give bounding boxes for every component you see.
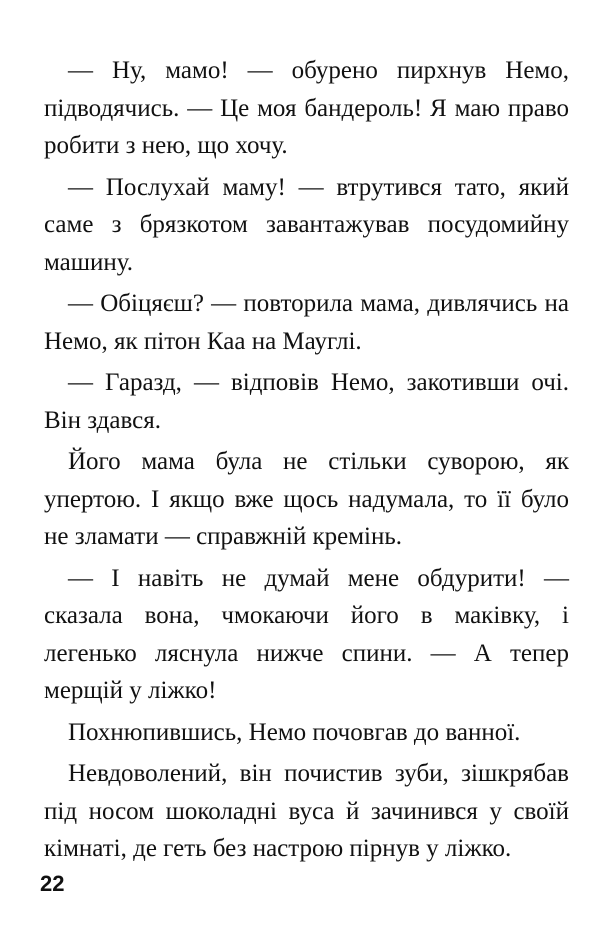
paragraph-7: Похнюпившись, Немо почовгав до ванної. xyxy=(68,718,521,746)
paragraph-4: — Гаразд, — відповів Немо, закотивши очі. Він здався. xyxy=(44,369,569,434)
paragraph-5: Його мама була не стільки суворою, як упертою. І якщо вже щось надумала, то її було не зламати — справжній кремінь. xyxy=(44,448,569,550)
paragraph-2: — Послухай маму! — втрутився тато, який саме з брязкотом завантажував посудомийну машину. xyxy=(44,173,569,276)
paragraph-6: — І навіть не думай мене обдурити! — сказала вона, чмокаючи його в маківку, і легенько ляснула нижче спини. — А тепер мерщій у ліжко! xyxy=(44,564,569,704)
paragraph-1: — Ну, мамо! — обурено пирхнув Немо, підводячись. — Це моя бандероль! Я маю право робити з нею, що хочу. xyxy=(44,57,569,159)
paragraph-3: — Обіцяєш? — повторила мама, дивлячись на Немо, як пітон Каа на Мауглі. xyxy=(44,290,569,355)
page-number: 22 xyxy=(40,871,65,896)
paragraph-8: Невдоволений, він почистив зуби, зішкрябав під носом шоколадні вуса й зачинився у своїй кімнаті, де геть без настрою пірнув у ліжко. xyxy=(44,760,569,862)
text-block xyxy=(44,52,569,868)
